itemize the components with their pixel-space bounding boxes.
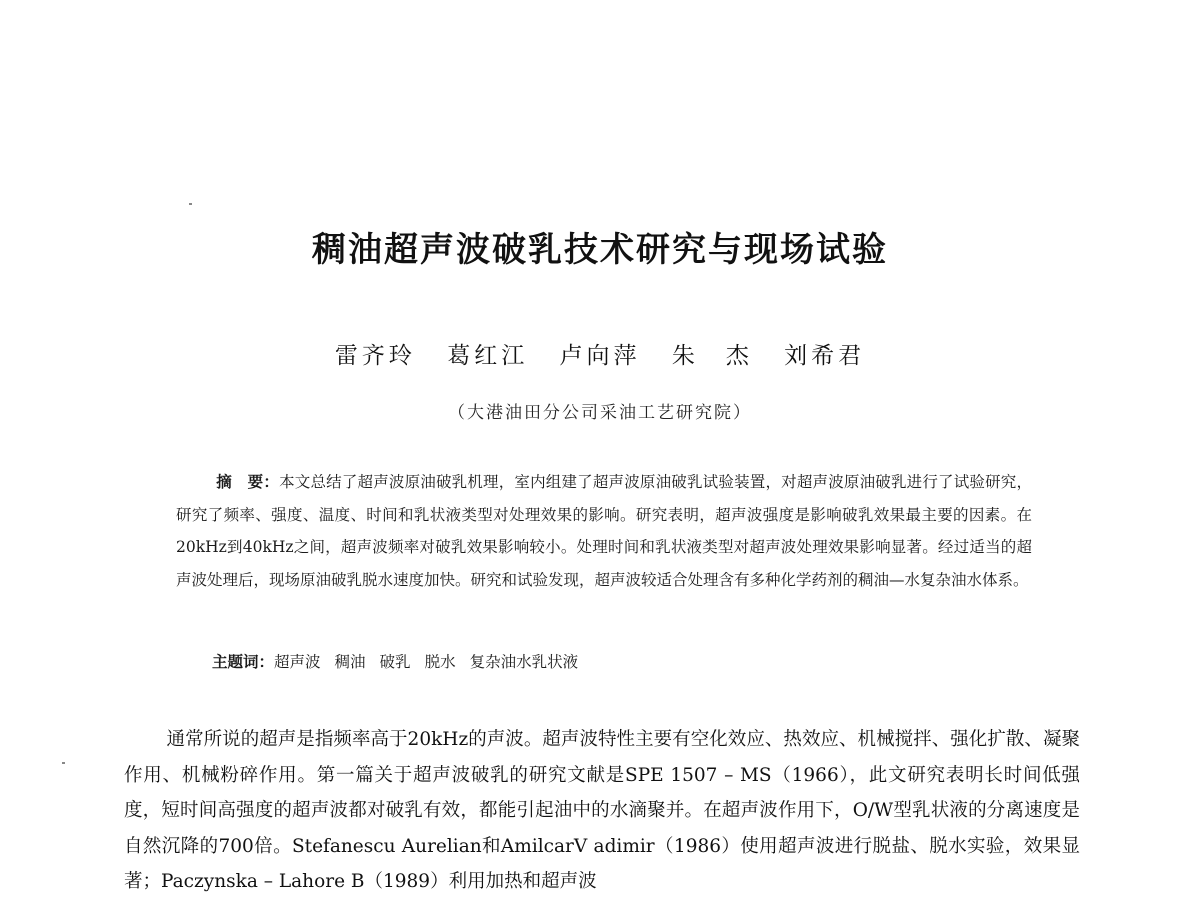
author-affiliation: （大港油田分公司采油工艺研究院） (448, 403, 752, 423)
keywords-label: 主题词： (212, 653, 275, 671)
keyword: 超声波 (274, 653, 321, 671)
author-name: 朱 杰 (671, 343, 753, 369)
keyword: 复杂油水乳状液 (469, 653, 579, 671)
keyword: 脱水 (424, 653, 456, 671)
author-name: 雷齐玲 (334, 343, 416, 369)
author-name: 卢向萍 (559, 343, 641, 369)
abstract (176, 466, 1032, 596)
author-list (0, 337, 1200, 370)
keyword: 稠油 (334, 653, 366, 671)
keyword: 破乳 (379, 653, 411, 671)
abstract-text: 本文总结了超声波原油破乳机理，室内组建了超声波原油破乳试验装置，对超声波原油破乳进行了试验研究，研究了频率、强度、温度、时间和乳状液类型对处理效果的影响。研究表明，超声波强度是影响破乳效果最主要的因素。在20kHz到40kHz之间，超声波频率对破乳效果影响较小。处理时间和乳状液类型对超声波处理效果影响显著。经过适当的超声波处理后，现场原油破乳脱水速度加快。研究和试验发现，超声波较适合处理含有多种化学药剂的稠油—水复杂油水体系。 (176, 473, 1032, 589)
author-name: 刘希君 (784, 343, 866, 369)
paper-title: 稠油超声波破乳技术研究与现场试验 (312, 230, 888, 270)
scan-speck (189, 203, 192, 205)
author-name: 葛红江 (447, 343, 529, 369)
scan-speck (62, 762, 65, 764)
abstract-label: 摘 要： (216, 473, 280, 491)
keywords (212, 650, 592, 672)
body-paragraph: 通常所说的超声是指频率高于20kHz的声波。超声波特性主要有空化效应、热效应、机械搅拌、强化扩散、凝聚作用、机械粉碎作用。第一篇关于超声波破乳的研究文献是SPE 1507 – MS（1966），此文研究表明长时间低强度，短时间高强度的超声波都对破乳有效，都能引起油中的水滴聚并。在超声波作用下，O/W型乳状液的分离速度是自然沉降的700倍。Stefanescu Aurelian和AmilcarV adimir（1986）使用超声波进行脱盐、脱水实验，效果显著；Paczynska – Lahore B（1989）利用加热和超声波 (124, 729, 1080, 892)
